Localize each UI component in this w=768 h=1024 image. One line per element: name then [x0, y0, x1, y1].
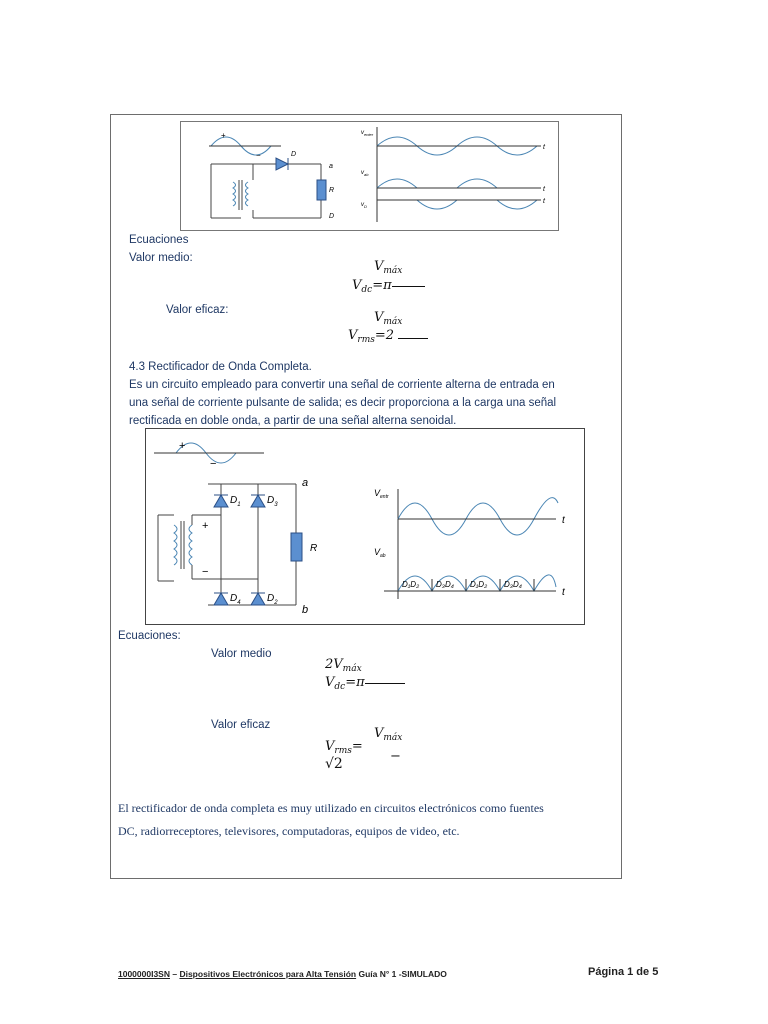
eq2-dc-fraction-bar — [365, 683, 405, 684]
fig2-node-b: b — [302, 604, 309, 616]
eq1-rms-fraction-bar — [398, 338, 428, 339]
fig2-half-1: D₁D₂ — [402, 580, 420, 589]
fig2-trafo-minus: − — [202, 566, 209, 578]
fig1-diode-label: D — [291, 151, 297, 158]
valor-eficaz-label-1: Valor eficaz: — [166, 304, 229, 316]
footer-left — [118, 969, 447, 979]
fig2-d1: $D_1$ — [230, 495, 241, 508]
fig1-v-ab: $v_{ab}$ — [361, 170, 369, 177]
fig2-d3: $D_3$ — [267, 495, 278, 508]
fig1-plus-label: + — [221, 131, 226, 140]
fig2-plus-label: + — [179, 440, 186, 452]
eq2-dc-lhs: $V_{dc}=\pi$ — [325, 675, 365, 692]
section-4-3-line-2: una señal de corriente pulsante de salida; es decir proporciona a la carga una señal — [129, 397, 557, 409]
valor-medio-label-1: Valor medio: — [129, 252, 193, 264]
eq2-rms-root: √2 — [325, 756, 343, 772]
fig2-minus-label: − — [210, 458, 217, 470]
eq2-rms-dash: − — [390, 749, 401, 764]
section-4-3-line-3: rectificada en doble onda, a partir de una señal alterna senoidal. — [129, 415, 457, 427]
closing-line-2: DC, radiorreceptores, televisores, computadoras, equipos de video, etc. — [118, 824, 460, 838]
eq2-rms-numerator: $V_{máx}$ — [374, 726, 403, 743]
section-4-3-heading: 4.3 Rectificador de Onda Completa. — [129, 361, 312, 373]
fig1-t3: t — [543, 198, 545, 205]
fig2-t1: t — [562, 515, 565, 526]
section-4-3-line-1: Es un circuito empleado para convertir una señal de corriente alterna de entrada en — [129, 379, 555, 391]
footer-guide: Guía N° 1 -SIMULADO — [356, 969, 447, 979]
footer-sep: – — [170, 969, 180, 979]
closing-line-1: El rectificador de onda completa es muy utilizado en circuitos electrónicos como fuentes — [118, 801, 544, 815]
fig1-t1: t — [543, 144, 545, 151]
fig2-half-4: D₃D₄ — [504, 580, 522, 589]
ecuaciones-heading-1: Ecuaciones — [129, 234, 189, 246]
fig2-d2: $D_2$ — [267, 593, 278, 606]
footer-code: 1000000I3SN — [118, 969, 170, 979]
fig2-trafo-plus: + — [202, 520, 209, 532]
closing-paragraph — [118, 797, 618, 843]
eq1-rms-lhs: $V_{rms}=2$ — [348, 328, 395, 345]
page-number: Página 1 de 5 — [588, 966, 659, 978]
ecuaciones-heading-2: Ecuaciones: — [118, 630, 181, 642]
eq1-dc-lhs: $V_{dc}=\pi$ — [352, 278, 392, 295]
eq1-dc-numerator: $V_{máx}$ — [374, 259, 403, 276]
section-4-3 — [129, 358, 599, 430]
fig2-half-3: D₁D₂ — [470, 580, 488, 589]
fig1-resistor-label: R — [329, 187, 335, 194]
fig2-v-entr: $V_{entr}$ — [374, 488, 389, 500]
half-wave-rectifier-figure — [180, 121, 559, 231]
fig1-v-enter: $v_{enter}$ — [361, 130, 374, 137]
full-wave-rectifier-figure — [145, 428, 585, 625]
eq2-dc-numerator: $2V_{máx}$ — [325, 657, 362, 674]
fig1-v-d: $v_D$ — [361, 202, 367, 209]
fig2-resistor-label: R — [310, 543, 318, 554]
fig1-node-a: a — [329, 163, 333, 170]
footer-course: Dispositivos Electrónicos para Alta Tensión — [179, 969, 357, 979]
fig1-node-b: D — [329, 213, 335, 220]
fig2-d4: $D_4$ — [230, 593, 241, 606]
fig2-t2: t — [562, 587, 565, 598]
fig1-t2: t — [543, 186, 545, 193]
eq2-rms-lhs: $V_{rms}=$ — [325, 739, 363, 756]
fig2-half-2: D₃D₄ — [436, 580, 454, 589]
fig2-v-ab: $V_{ab}$ — [374, 547, 386, 559]
fig1-minus-label: − — [256, 151, 261, 160]
fig2-node-a: a — [302, 477, 309, 489]
valor-eficaz-label-2: Valor eficaz — [211, 719, 271, 731]
valor-medio-label-2: Valor medio — [211, 648, 272, 660]
eq1-dc-fraction-bar — [392, 286, 425, 287]
eq1-rms-numerator: $V_{máx}$ — [374, 310, 403, 327]
